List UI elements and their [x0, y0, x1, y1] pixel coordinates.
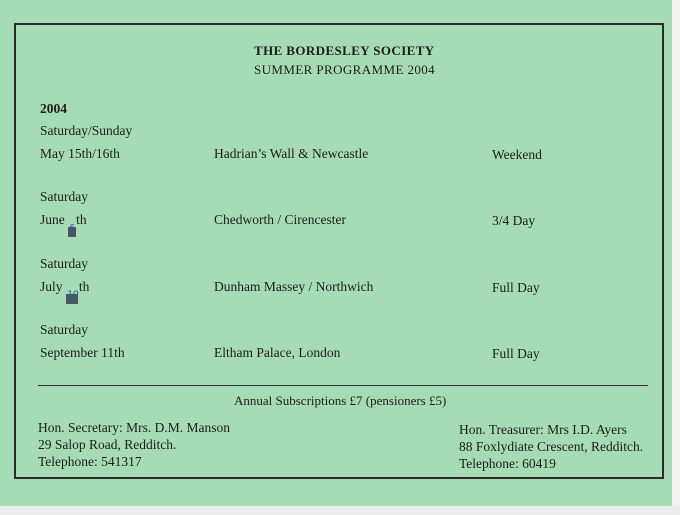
programme-subtitle: SUMMER PROGRAMME 2004 [254, 62, 436, 77]
event-duration: 3/4 Day [492, 213, 536, 228]
event-date: September 11th [40, 345, 125, 360]
event-date: May 15th/16th [40, 146, 120, 161]
event-day: Saturday [40, 256, 88, 271]
event-destination: Dunham Massey / Northwich [214, 279, 374, 294]
secretary-name: Hon. Secretary: Mrs. D.M. Manson [38, 420, 230, 435]
event-destination: Eltham Palace, London [214, 345, 341, 360]
date-month: June [40, 212, 69, 227]
handwritten-date-correction: 10 [67, 290, 79, 300]
scan-background [0, 506, 680, 515]
event-duration: Full Day [492, 280, 540, 295]
treasurer-name: Hon. Treasurer: Mrs I.D. Ayers [459, 422, 627, 437]
event-day: Saturday/Sunday [40, 123, 133, 138]
event-day: Saturday [40, 189, 88, 204]
society-title: THE BORDESLEY SOCIETY [254, 43, 435, 58]
date-suffix: th [76, 212, 87, 227]
date-suffix: th [78, 279, 90, 294]
treasurer-telephone: Telephone: 60419 [459, 456, 556, 471]
treasurer-address: 88 Foxlydiate Crescent, Redditch. [459, 439, 644, 454]
event-duration: Full Day [492, 346, 540, 361]
secretary-address: 29 Salop Road, Redditch. [38, 437, 177, 452]
card-border [14, 23, 664, 479]
secretary-telephone: Telephone: 541317 [38, 454, 142, 469]
event-duration: Weekend [492, 147, 542, 162]
subscriptions-note: Annual Subscriptions £7 (pensioners £5) [234, 393, 447, 408]
handwritten-date-correction: 5 [69, 224, 75, 234]
year-label: 2004 [40, 101, 67, 116]
divider-line [38, 385, 648, 386]
event-destination: Hadrian’s Wall & Newcastle [214, 146, 369, 161]
event-date [40, 212, 87, 228]
date-month: July [40, 279, 66, 294]
event-destination: Chedworth / Cirencester [214, 212, 346, 227]
event-date [40, 279, 89, 295]
event-day: Saturday [40, 322, 88, 337]
